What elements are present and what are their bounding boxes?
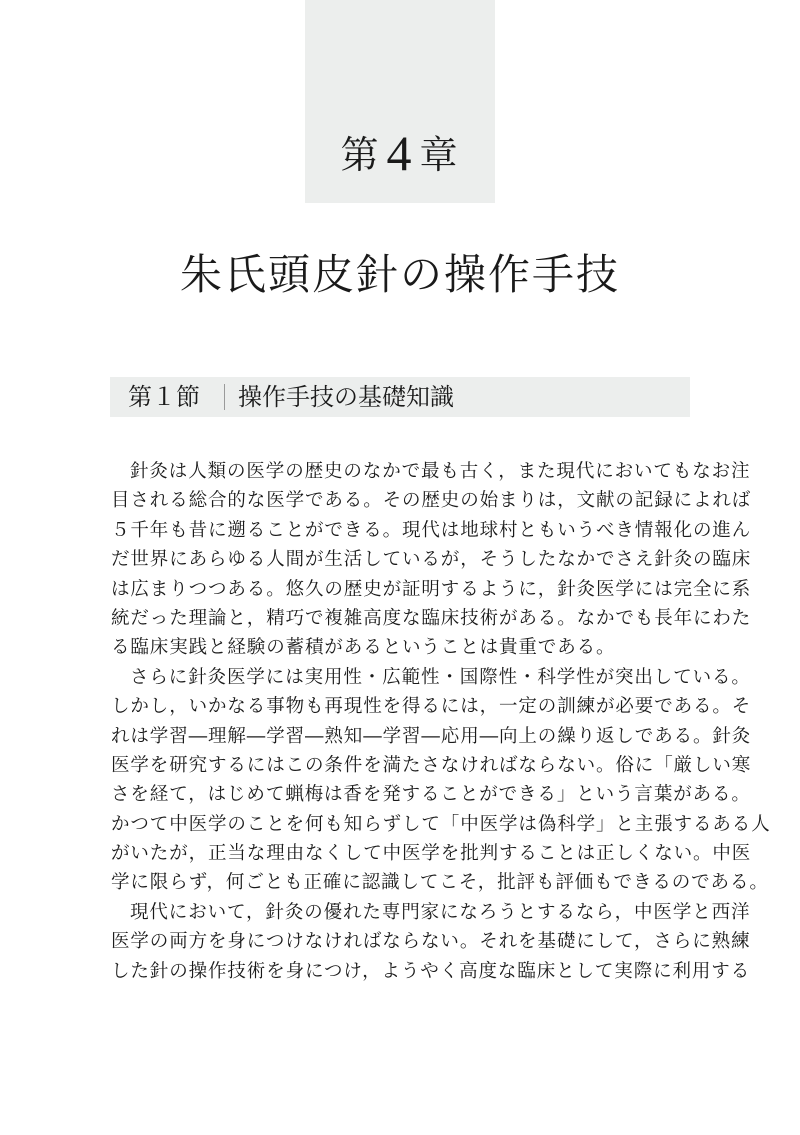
body-line: る臨床実践と経験の蓄積があるということは貴重である。: [111, 637, 616, 659]
body-line: かつて中医学のことを何も知らずして「中医学は偽科学」と主張するある人: [111, 813, 771, 835]
body-line: だ世界にあらゆる人間が生活しているが，そうしたなかでさえ針灸の臨床: [111, 549, 752, 571]
body-line: 現代において，針灸の優れた専門家になろうとするなら，中医学と西洋: [130, 901, 751, 923]
chapter-heading-box: [305, 0, 495, 203]
body-line: 統だった理論と，精巧で複雑高度な臨床技術がある。なかでも長年にわた: [111, 607, 752, 629]
body-line: 医学の両方を身につけなければならない。それを基礎にして，さらに熟練: [111, 931, 751, 953]
chapter-number-label: [305, 125, 495, 181]
body-line: がいたが，正当な理由なくして中医学を批判することは正しくない。中医: [111, 843, 752, 865]
body-line: 目される総合的な医学である。その歴史の始まりは，文献の記録によれば: [111, 490, 752, 512]
body-line: した針の操作技術を身につけ，ようやく高度な臨床として実際に利用する: [111, 960, 751, 982]
body-line: 医学を研究するにはこの条件を満たさなければならない。俗に「厳しい寒: [111, 754, 752, 776]
chapter-prefix: 第: [340, 133, 381, 177]
body-line: れは学習―理解―学習―熟知―学習―応用―向上の繰り返しである。針灸: [111, 725, 752, 747]
section-heading-box: [110, 377, 690, 417]
section-divider: [224, 384, 225, 410]
chapter-number: 4: [386, 125, 414, 181]
section-number-label: 第１節: [128, 383, 200, 411]
body-line: さを経て，はじめて蝋梅は香を発することができる」という言葉がある。: [111, 784, 751, 806]
body-text: [111, 457, 771, 986]
body-line: ５千年も昔に遡ることができる。現代は地球村ともいうべき情報化の進ん: [111, 519, 752, 541]
body-line: 針灸は人類の医学の歴史のなかで最も古く，また現代においてもなお注: [130, 461, 751, 482]
body-line: 学に限らず，何ごとも正確に認識してこそ，批評も評価もできるのである。: [111, 872, 769, 894]
body-line: は広まりつつある。悠久の歴史が証明するように，針灸医学には完全に系: [111, 578, 752, 600]
body-line: しかし，いかなる事物も再現性を得るには，一定の訓練が必要である。そ: [111, 696, 752, 718]
chapter-suffix: 章: [419, 133, 460, 177]
body-line: さらに針灸医学には実用性・広範性・国際性・科学性が突出している。: [130, 666, 751, 688]
chapter-title: 朱氏頭皮針の操作手技: [179, 250, 620, 299]
section-title: 操作手技の基礎知識: [238, 383, 454, 411]
